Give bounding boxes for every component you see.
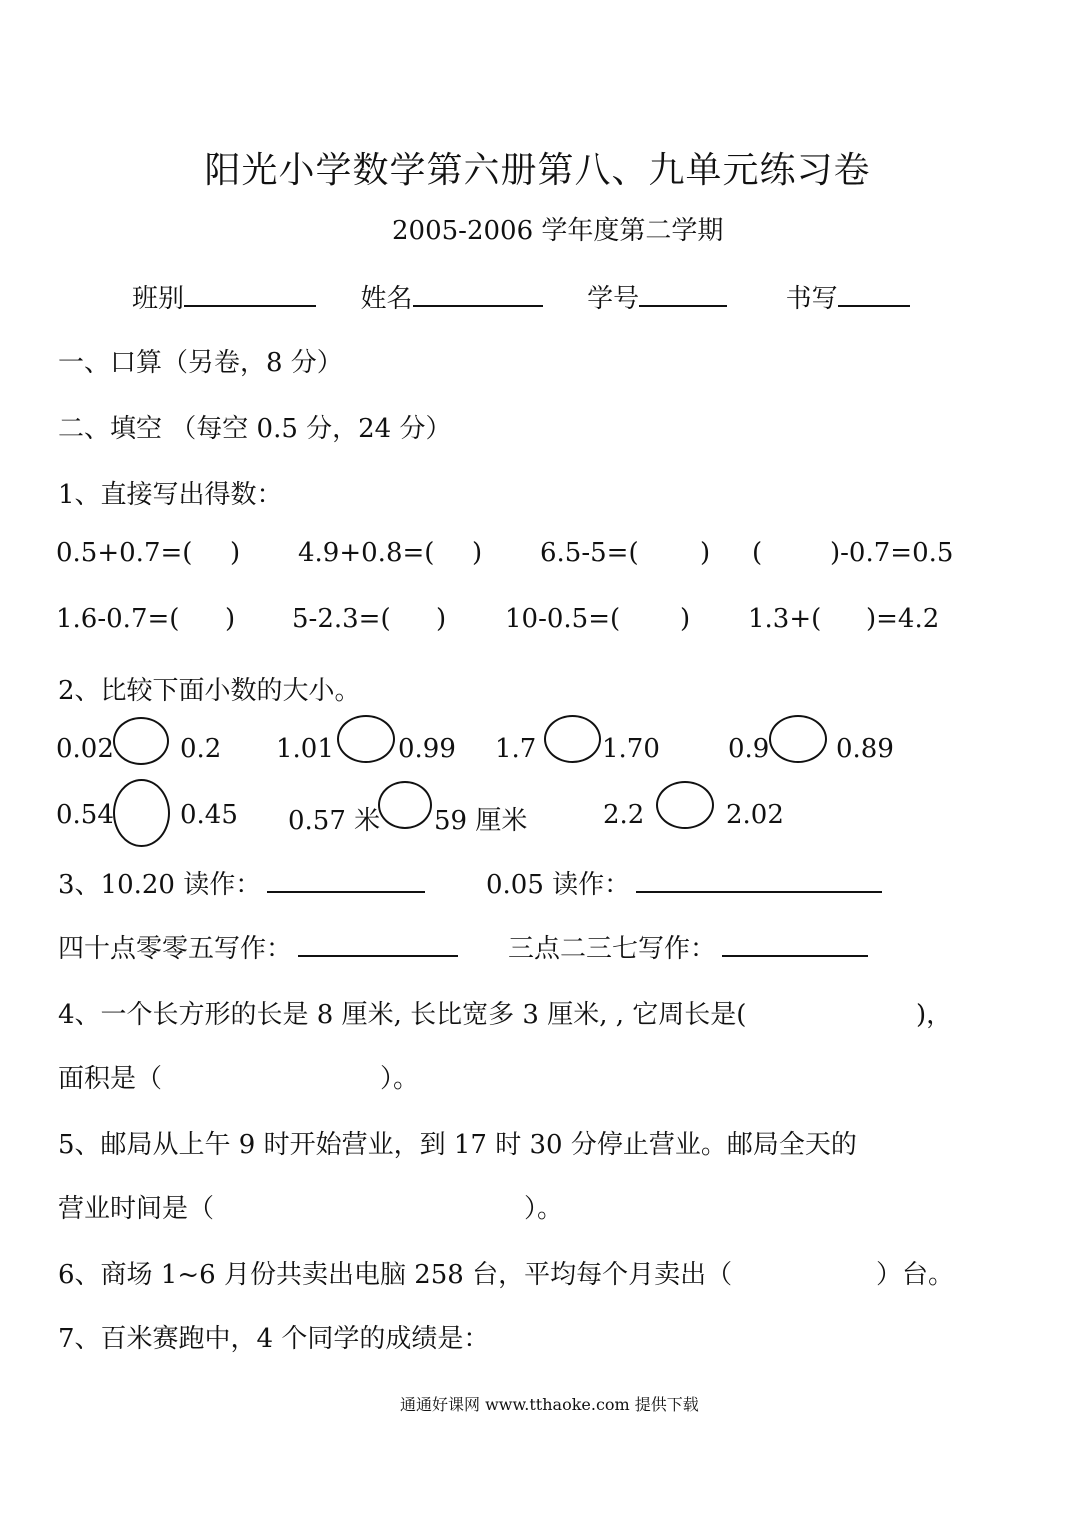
q2-label: 2、比较下面小数的大小。 (58, 676, 361, 706)
q1-r2-b: 5-2.3=( (292, 604, 391, 634)
q2-r1-c: 1.01 (276, 734, 334, 764)
name-blank[interactable] (413, 304, 543, 307)
q1-r2-a-close: ) (225, 604, 236, 634)
q4-line1-close: )， (916, 1000, 953, 1030)
q3-a: 3、10.20 读作： (58, 864, 425, 901)
q4-line2-close: ）。 (380, 1064, 420, 1094)
q5-line2: 营业时间是（ (58, 1194, 215, 1224)
q2-r1-f: 1.70 (602, 734, 660, 764)
q1-r2-d-close: )=4.2 (866, 604, 940, 634)
class-label: 班别 (132, 284, 185, 314)
q3-b: 0.05 读作： (486, 864, 882, 901)
q3-a-blank[interactable] (267, 890, 425, 893)
page-subtitle: 2005-2006 学年度第二学期 (392, 216, 724, 246)
compare-circle[interactable] (769, 715, 827, 763)
q4-line1: 4、一个长方形的长是 8 厘米, 长比宽多 3 厘米, , 它周长是( (58, 1000, 747, 1030)
q1-r1-d-open: ( (752, 538, 763, 568)
q2-r2-e: 2.2 (603, 800, 645, 830)
q3-d-blank[interactable] (722, 954, 868, 957)
q3-b-blank[interactable] (636, 890, 882, 893)
q6-text: 6、商场 1~6 月份共卖出电脑 258 台，平均每个月卖出（ (58, 1260, 733, 1290)
name-label: 姓名 (360, 284, 413, 314)
q3-d: 三点二三七写作： (508, 928, 868, 965)
q2-r1-d: 0.99 (398, 734, 456, 764)
q1-r1-a: 0.5+0.7=( (56, 538, 193, 568)
writing-blank[interactable] (838, 304, 910, 307)
q2-r2-f: 2.02 (726, 800, 784, 830)
info-row (132, 278, 910, 315)
page-title: 阳光小学数学第六册第八、九单元练习卷 (204, 150, 871, 191)
q1-r1-b: 4.9+0.8=( (298, 538, 435, 568)
q3-c-blank[interactable] (298, 954, 458, 957)
section-oral: 一、口算（另卷，8 分） (58, 348, 343, 378)
q5-line2-close: ）。 (524, 1194, 564, 1224)
q2-r1-a: 0.02 (56, 734, 114, 764)
q2-r2-b: 0.45 (180, 800, 238, 830)
compare-circle[interactable] (113, 717, 169, 765)
q2-r2-a: 0.54 (56, 800, 114, 830)
q4-line2: 面积是（ (58, 1064, 163, 1094)
q1-r2-a: 1.6-0.7=( (56, 604, 180, 634)
compare-circle[interactable] (113, 779, 170, 847)
number-blank[interactable] (639, 304, 727, 307)
footer-text: 通通好课网 www.tthaoke.com 提供下载 (400, 1395, 699, 1414)
q2-r1-e: 1.7 (495, 734, 537, 764)
q1-r1-b-close: ) (472, 538, 483, 568)
compare-circle[interactable] (656, 781, 714, 829)
q3-c: 四十点零零五写作： (58, 928, 458, 965)
q1-r1-d: )-0.7=0.5 (830, 538, 954, 568)
section-fill: 二、填空 （每空 0.5 分，24 分） (58, 414, 452, 444)
q2-r1-h: 0.89 (836, 734, 894, 764)
q1-r2-c: 10-0.5=( (505, 604, 621, 634)
q1-label: 1、直接写出得数： (58, 480, 283, 510)
compare-circle[interactable] (337, 715, 395, 763)
q2-r2-c: 0.57 米 (288, 806, 381, 836)
number-label: 学号 (587, 284, 640, 314)
q5-line1: 5、邮局从上午 9 时开始营业，到 17 时 30 分停止营业。邮局全天的 (58, 1130, 857, 1160)
q2-r2-d: 59 厘米 (434, 806, 528, 836)
q6-close: ）台。 (876, 1260, 955, 1290)
q1-r1-c: 6.5-5=( (540, 538, 639, 568)
q1-r2-d: 1.3+( (748, 604, 822, 634)
q1-r1-c-close: ) (700, 538, 711, 568)
q1-r2-c-close: ) (680, 604, 691, 634)
class-blank[interactable] (184, 304, 316, 307)
writing-label: 书写 (785, 284, 838, 314)
compare-circle[interactable] (378, 781, 432, 829)
q7-text: 7、百米赛跑中，4 个同学的成绩是： (58, 1324, 490, 1354)
q2-r1-b: 0.2 (180, 734, 222, 764)
q1-r1-a-close: ) (230, 538, 241, 568)
q1-r2-b-close: ) (436, 604, 447, 634)
compare-circle[interactable] (544, 715, 601, 763)
q2-r1-g: 0.9 (728, 734, 770, 764)
